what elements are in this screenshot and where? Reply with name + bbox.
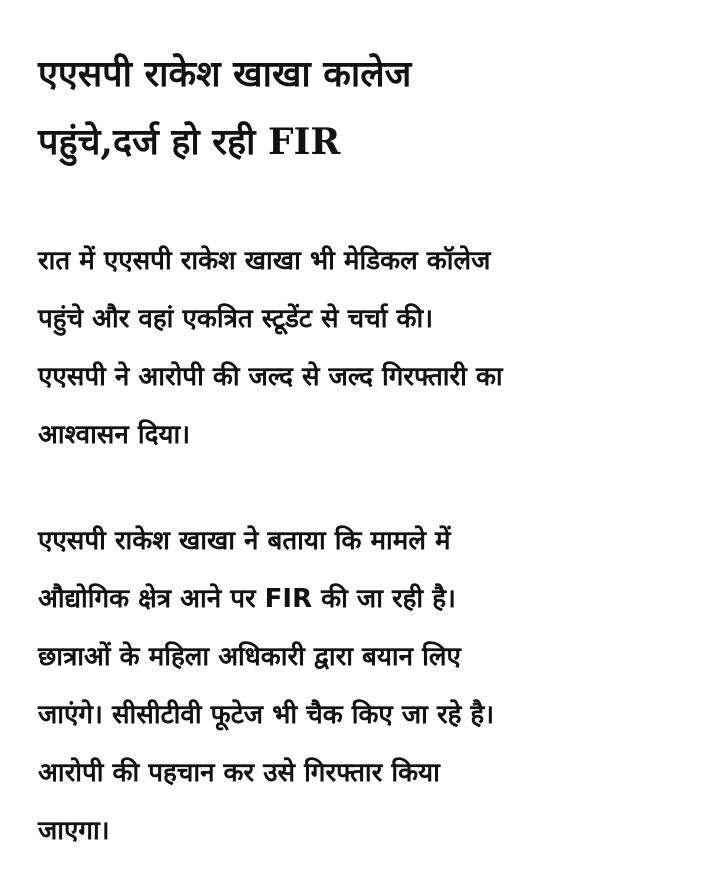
- article-paragraph-1: [38, 232, 688, 464]
- paragraph-line: जाएंगे। सीसीटीवी फूटेज भी चैक किए जा रहे है।: [38, 700, 495, 730]
- article-headline: [38, 40, 688, 176]
- news-article: [38, 40, 688, 860]
- paragraph-line: एएसपी ने आरोपी की जल्द से जल्द गिरफ्तारी का: [38, 362, 503, 392]
- paragraph-line: आश्वासन दिया।: [38, 420, 191, 450]
- paragraph-line: पहुंचे और वहां एकत्रित स्टूडेंट से चर्चा की।: [38, 304, 434, 334]
- paragraph-line: रात में एएसपी राकेश खाखा भी मेडिकल कॉलेज: [38, 246, 491, 276]
- article-paragraph-2: [38, 512, 688, 860]
- paragraph-line: एएसपी राकेश खाखा ने बताया कि मामले में: [38, 526, 451, 556]
- paragraph-line: औद्योगिक क्षेत्र आने पर FIR की जा रही है।: [38, 584, 456, 614]
- headline-line: पहुंचे,दर्ज हो रही FIR: [38, 121, 341, 163]
- paragraph-line: आरोपी की पहचान कर उसे गिरफ्तार किया: [38, 758, 440, 788]
- paragraph-line: जाएगा।: [38, 816, 110, 846]
- paragraph-line: छात्राओं के महिला अधिकारी द्वारा बयान लिए: [38, 642, 461, 672]
- headline-line: एएसपी राकेश खाखा कालेज: [38, 53, 412, 95]
